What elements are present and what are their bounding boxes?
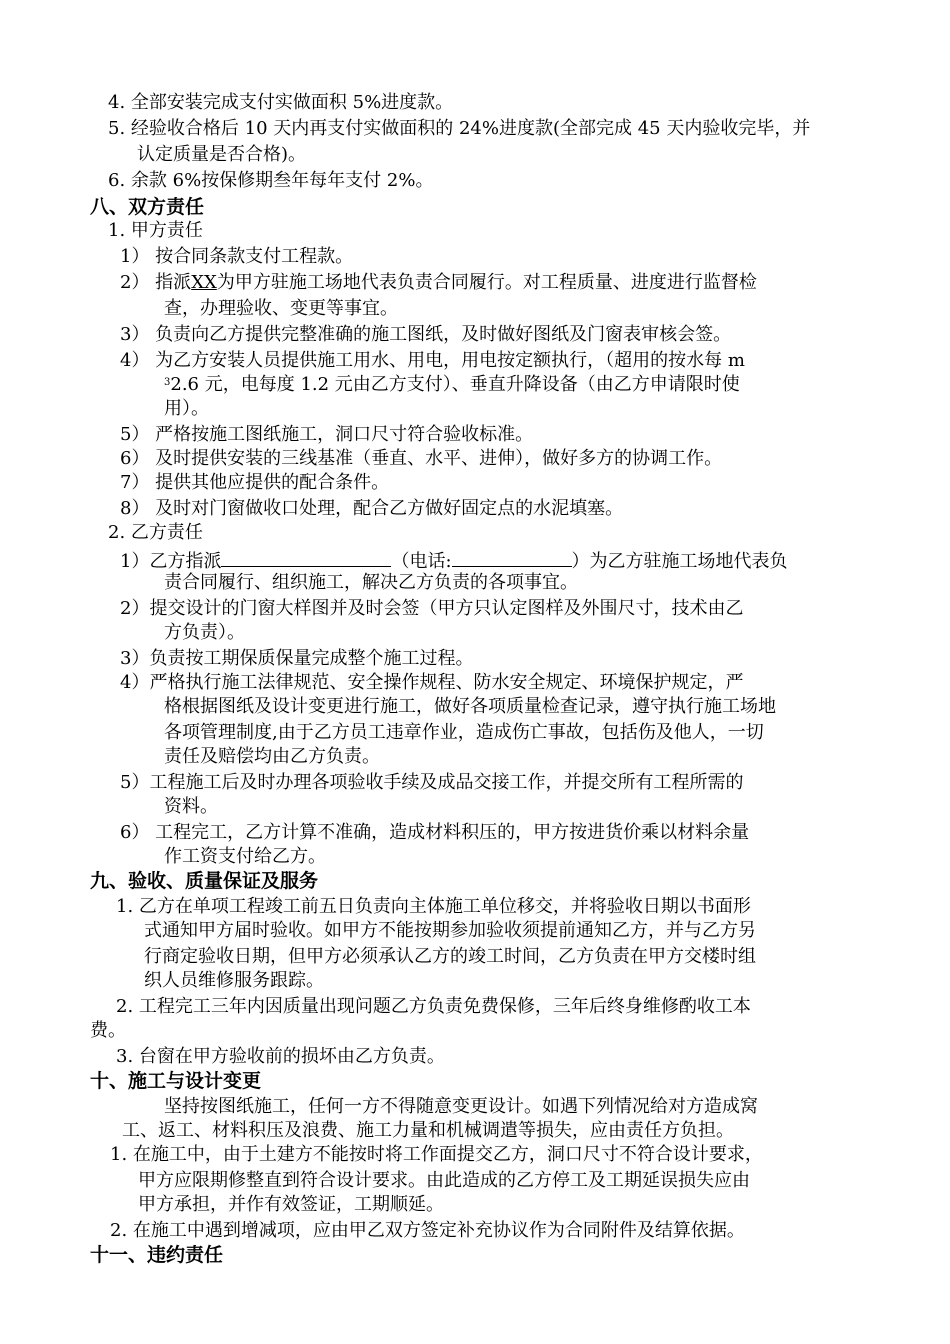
party-a-item-2-post: 为甲方驻施工场地代表负责合同履行。对工程质量、进度进行监督检	[216, 272, 757, 293]
acceptance-item-3: 3. 台窗在甲方验收前的损坏由乙方负责。	[116, 1046, 445, 1067]
party-b-item-2: 2）提交设计的门窗大样图并及时会签（甲方只认定图样及外围尺寸，技术由乙	[120, 598, 744, 619]
party-b-item-2-cont: 方负责）。	[164, 622, 245, 643]
acceptance-item-1-cont2: 行商定验收日期，但甲方必须承认乙方的竣工时间，乙方负责在甲方交楼时组	[144, 946, 756, 967]
party-a-item-3: 3） 负责向乙方提供完整准确的施工图纸，及时做好图纸及门窗表审核会签。	[120, 324, 732, 345]
superscript-3: 3	[164, 377, 171, 388]
section-heading-10: 十、施工与设计变更	[90, 1070, 262, 1092]
party-b-item-1-pre: 1）乙方指派	[120, 551, 222, 572]
section-heading-11: 十一、违约责任	[90, 1244, 224, 1266]
design-change-intro-cont: 工、返工、材料积压及浪费、施工力量和机械调遣等损失，应由责任方负担。	[122, 1120, 734, 1141]
acceptance-item-1-cont1: 式通知甲方届时验收。如甲方不能按期参加验收须提前通知乙方，并与乙方另	[144, 920, 756, 941]
representative-name: XX	[191, 272, 217, 293]
party-b-title: 2. 乙方责任	[108, 522, 203, 543]
party-a-item-2	[120, 272, 757, 294]
party-a-item-2-pre: 2） 指派	[120, 272, 192, 293]
party-b-item-4-cont2: 各项管理制度,由于乙方员工违章作业，造成伤亡事故，包括伤及他人，一切	[164, 722, 764, 743]
party-b-item-3: 3）负责按工期保质保量完成整个施工过程。	[120, 648, 474, 669]
acceptance-item-1: 1. 乙方在单项工程竣工前五日负责向主体施工单位移交，并将验收日期以书面形	[116, 896, 751, 917]
party-a-item-4: 4） 为乙方安装人员提供施工用水、用电，用电按定额执行，（超用的按水每 m	[120, 350, 745, 371]
payment-item-6: 6. 余款 6%按保修期叁年每年支付 2%。	[108, 170, 434, 191]
party-b-item-1-post: ）为乙方驻施工场地代表负	[571, 551, 788, 572]
party-a-item-4-cont2: 用）。	[164, 398, 209, 419]
party-b-item-4-cont1: 格根据图纸及设计变更进行施工，做好各项质量检查记录，遵守执行施工场地	[164, 696, 776, 717]
section-heading-8: 八、双方责任	[90, 196, 205, 218]
design-change-item-1: 1. 在施工中，由于土建方不能按时将工作面提交乙方，洞口尺寸不符合设计要求，	[110, 1144, 763, 1165]
acceptance-item-1-cont3: 织人员维修服务跟踪。	[144, 970, 324, 991]
phone-label: （电话:	[391, 551, 452, 572]
design-change-item-1-cont2: 甲方承担，并作有效签证，工期顺延。	[138, 1194, 444, 1215]
phone-blank	[452, 548, 572, 567]
representative-blank	[221, 548, 391, 567]
party-a-item-8: 8） 及时对门窗做收口处理，配合乙方做好固定点的水泥填塞。	[120, 498, 624, 519]
party-b-item-6-cont: 作工资支付给乙方。	[164, 846, 326, 867]
party-a-item-6: 6） 及时提供安装的三线基准（垂直、水平、进伸），做好多方的协调工作。	[120, 448, 723, 469]
party-b-item-4: 4）严格执行施工法律规范、安全操作规程、防水安全规定、环境保护规定，严	[120, 672, 744, 693]
party-b-item-1-cont: 责合同履行、组织施工，解决乙方负责的各项事宜。	[164, 572, 578, 593]
party-a-item-2-cont: 查，办理验收、变更等事宜。	[164, 298, 398, 319]
design-change-intro: 坚持按图纸施工，任何一方不得随意变更设计。如遇下列情况给对方造成窝	[164, 1096, 758, 1117]
party-b-item-4-cont3: 责任及赔偿均由乙方负责。	[164, 746, 380, 767]
party-b-item-6: 6） 工程完工，乙方计算不准确，造成材料积压的，甲方按进货价乘以材料余量	[120, 822, 750, 843]
party-b-item-1	[120, 548, 788, 573]
party-a-item-4-cont	[164, 374, 740, 396]
design-change-item-1-cont1: 甲方应限期修整直到符合设计要求。由此造成的乙方停工及工期延误损失应由	[138, 1170, 750, 1191]
party-b-item-5: 5）工程施工后及时办理各项验收手续及成品交接工作，并提交所有工程所需的	[120, 772, 744, 793]
acceptance-item-2-cont: 费。	[90, 1020, 126, 1041]
acceptance-item-2: 2. 工程完工三年内因质量出现问题乙方负责免费保修，三年后终身维修酌收工本	[116, 996, 751, 1017]
party-a-item-5: 5） 严格按施工图纸施工，洞口尺寸符合验收标准。	[120, 424, 534, 445]
payment-item-5-cont: 认定质量是否合格)。	[137, 144, 307, 165]
section-heading-9: 九、验收、质量保证及服务	[90, 870, 319, 892]
payment-item-4: 4. 全部安装完成支付实做面积 5%进度款。	[108, 92, 454, 113]
party-a-item-7: 7） 提供其他应提供的配合条件。	[120, 472, 390, 493]
party-a-item-1: 1） 按合同条款支付工程款。	[120, 246, 354, 267]
design-change-item-2: 2. 在施工中遇到增减项，应由甲乙双方签定补充协议作为合同附件及结算依据。	[110, 1220, 745, 1241]
party-a-title: 1. 甲方责任	[108, 220, 203, 241]
party-a-item-4-cont-text: 2.6 元，电每度 1.2 元由乙方支付）、垂直升降设备（由乙方申请限时使	[170, 374, 740, 395]
party-b-item-5-cont: 资料。	[164, 796, 218, 817]
payment-item-5: 5. 经验收合格后 10 天内再支付实做面积的 24%进度款(全部完成 45 天内验收完毕，并	[108, 118, 811, 139]
